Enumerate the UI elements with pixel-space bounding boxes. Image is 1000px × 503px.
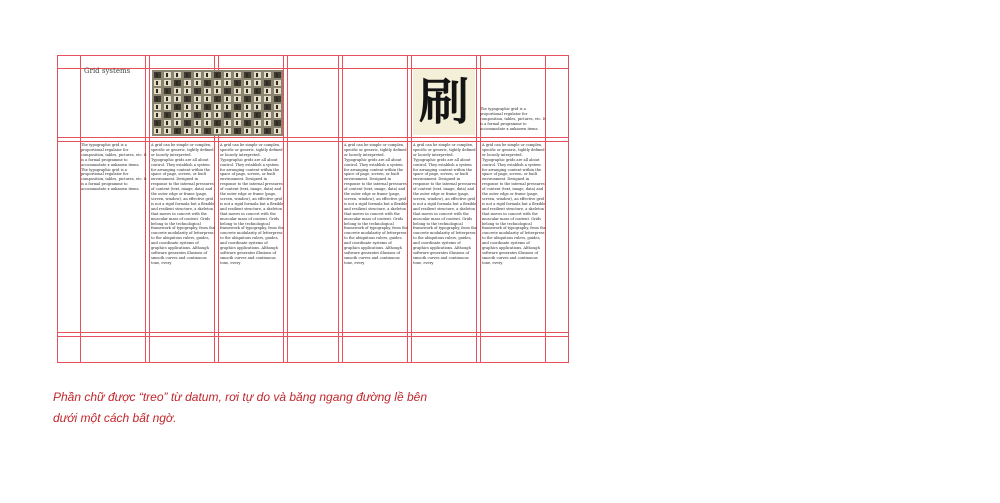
- body-text-column-5: A grid can be simple or complex, specific or generic, tightly defined or loosely interpreted. Typographic grids are all about control. They establish a system for arranging content within the space of page, screen, or built environment. Designed in response to the internal pressures of content (text, image, data) and the outer edge or frame (page, screen, window), an effective grid is not a rigid formula but a flexible and resilient structure, a skeleton that moves in concert with the muscular mass of content. Grids belong to the technological framework of typography, from the concrete modularity of letterpress to the ubiquitous rulers, guides, and coordinate systems of graphics applications. Although software generates illusions of smooth curves and continuous tone, every: [482, 143, 546, 265]
- building-facade-photo: [152, 70, 283, 136]
- body-text-column-1: A grid can be simple or complex, specific or generic, tightly defined or loosely interpreted. Typographic grids are all about control. They establish a system for arranging content within the space of page, screen, or built environment. Designed in response to the internal pressures of content (text, image, data) and the outer edge or frame (page, screen, window), an effective grid is not a rigid formula but a flexible and resilient structure, a skeleton that moves in concert with the muscular mass of content. Grids belong to the technological framework of typography, from the concrete modularity of letterpress to the ubiquitous rulers, guides, and coordinate systems of graphics applications. Although software generates illusions of smooth curves and continuous tone, every: [151, 143, 215, 265]
- grid-systems-heading: Grid systems: [84, 67, 131, 75]
- hanging-text-block: The typographic grid is a proportional regulator for composition, tables, pictures, etc. It is a formal programme to accommodate x unknown items.: [480, 107, 546, 131]
- kanji-character-image: 刷: [413, 69, 475, 135]
- grid-system-figure: [57, 55, 569, 363]
- body-text-column-3: A grid can be simple or complex, specific or generic, tightly defined or loosely interpreted. Typographic grids are all about control. They establish a system for arranging content within the space of page, screen, or built environment. Designed in response to the internal pressures of content (text, image, data) and the outer edge or frame (page, screen, window), an effective grid is not a rigid formula but a flexible and resilient structure, a skeleton that moves in concert with the muscular mass of content. Grids belong to the technological framework of typography, from the concrete modularity of letterpress to the ubiquitous rulers, guides, and coordinate systems of graphics applications. Although software generates illusions of smooth curves and continuous tone, every: [344, 143, 408, 265]
- caption-line-1: Phần chữ được “treo” từ datum, rơi tự do và băng ngang đường lề bên: [53, 390, 427, 404]
- figure-caption: [53, 387, 473, 429]
- body-text-column-2: A grid can be simple or complex, specific or generic, tightly defined or loosely interpreted. Typographic grids are all about control. They establish a system for arranging content within the space of page, screen, or built environment. Designed in response to the internal pressures of content (text, image, data) and the outer edge or frame (page, screen, window), an effective grid is not a rigid formula but a flexible and resilient structure, a skeleton that moves in concert with the muscular mass of content. Grids belong to the technological framework of typography, from the concrete modularity of letterpress to the ubiquitous rulers, guides, and coordinate systems of graphics applications. Although software generates illusions of smooth curves and continuous tone, every: [220, 143, 284, 265]
- caption-line-2: dưới một cách bất ngờ.: [53, 411, 177, 425]
- intro-text-column: The typographic grid is a proportional regulator for composition, tables, pictures, etc. It is a formal programme to accommodate x unknown items. The typographic grid is a proportional regulator for composition, tables, pictures, etc. It is a formal programme to accommodate x unknown items.: [81, 143, 147, 192]
- body-text-column-4: A grid can be simple or complex, specific or generic, tightly defined or loosely interpreted. Typographic grids are all about control. They establish a system for arranging content within the space of page, screen, or built environment. Designed in response to the internal pressures of content (text, image, data) and the outer edge or frame (page, screen, window), an effective grid is not a rigid formula but a flexible and resilient structure, a skeleton that moves in concert with the muscular mass of content. Grids belong to the technological framework of typography, from the concrete modularity of letterpress to the ubiquitous rulers, guides, and coordinate systems of graphics applications. Although software generates illusions of smooth curves and continuous tone, every: [413, 143, 477, 265]
